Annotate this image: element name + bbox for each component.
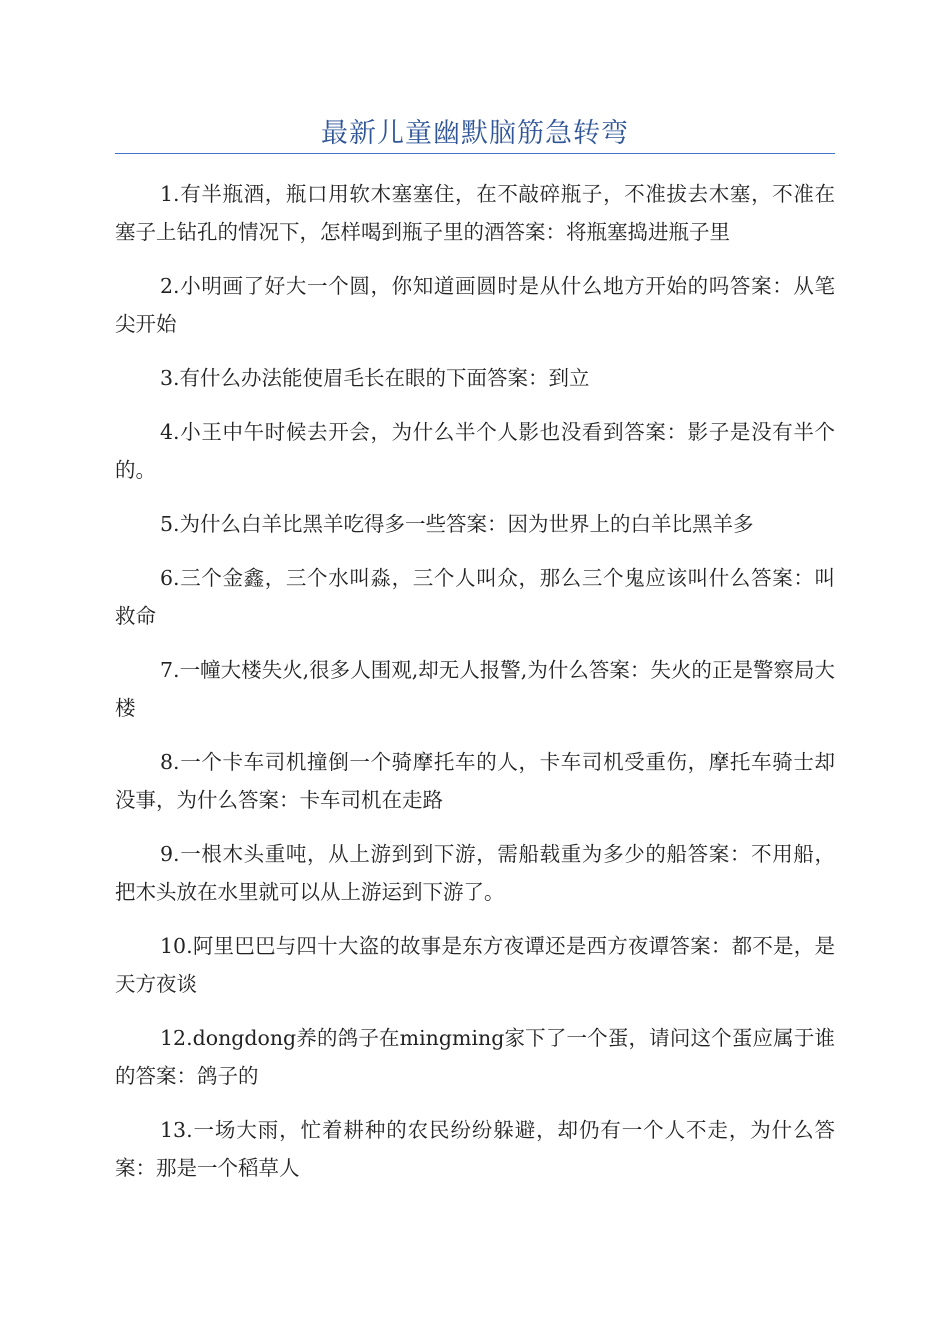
riddle-item-1: 1.有半瓶酒，瓶口用软木塞塞住，在不敲碎瓶子，不准拔去木塞，不准在塞子上钻孔的情况下，怎样喝到瓶子里的酒答案：将瓶塞捣进瓶子里 <box>115 182 835 244</box>
riddle-item-9: 9.一根木头重吨，从上游到到下游，需船载重为多少的船答案：不用船，把木头放在水里就可以从上游运到下游了。 <box>115 842 835 904</box>
riddle-item-12: 12.dongdong养的鸽子在mingming家下了一个蛋，请问这个蛋应属于谁的答案：鸽子的 <box>115 1026 835 1088</box>
document-title: 最新儿童幽默脑筋急转弯 <box>321 118 629 149</box>
riddle-item-2: 2.小明画了好大一个圆，你知道画圆时是从什么地方开始的吗答案：从笔尖开始 <box>115 274 835 336</box>
riddle-item-13: 13.一场大雨，忙着耕种的农民纷纷躲避，却仍有一个人不走，为什么答案：那是一个稻草人 <box>115 1118 835 1180</box>
riddle-item-5: 5.为什么白羊比黑羊吃得多一些答案：因为世界上的白羊比黑羊多 <box>160 512 754 536</box>
riddle-item-7: 7.一幢大楼失火,很多人围观,却无人报警,为什么答案：失火的正是警察局大楼 <box>115 658 835 720</box>
riddle-list <box>115 175 835 1203</box>
riddle-item-4: 4.小王中午时候去开会，为什么半个人影也没看到答案：影子是没有半个的。 <box>115 420 835 482</box>
riddle-item-6: 6.三个金鑫，三个水叫淼，三个人叫众，那么三个鬼应该叫什么答案：叫救命 <box>115 566 835 628</box>
title-underline <box>115 153 835 154</box>
riddle-item-10: 10.阿里巴巴与四十大盗的故事是东方夜谭还是西方夜谭答案：都不是，是天方夜谈 <box>115 934 835 996</box>
riddle-item-3: 3.有什么办法能使眉毛长在眼的下面答案：到立 <box>160 366 590 390</box>
riddle-item-8: 8.一个卡车司机撞倒一个骑摩托车的人，卡车司机受重伤，摩托车骑士却没事，为什么答案：卡车司机在走路 <box>115 750 835 812</box>
